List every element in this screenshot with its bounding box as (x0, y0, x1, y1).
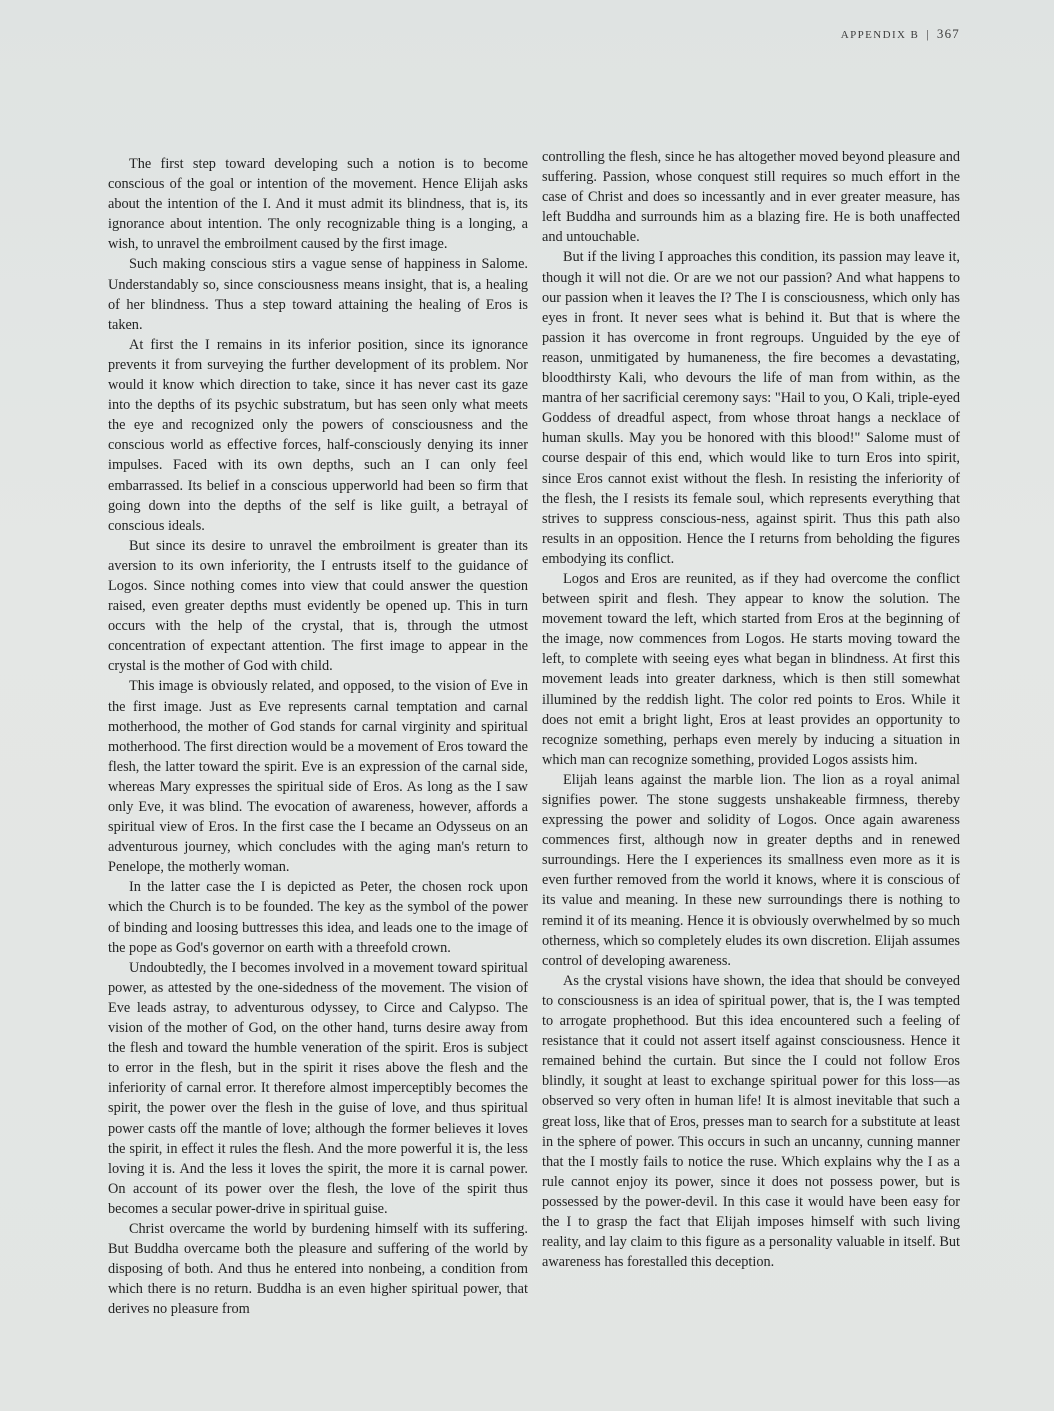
paragraph: Such making conscious stirs a vague sense of happiness in Salome. Understandably so, since consciousness means insight, that is, a healing of her blindness. Thus a step toward attaining the healing of Eros is taken. (108, 256, 528, 333)
paragraph: Undoubtedly, the I becomes involved in a movement toward spiritual power, as attested by the one-sidedness of the movement. The vision of Eve leads astray, to adventurous odyssey, to Circe and Calypso. The vision of the mother of God, on the other hand, turns desire away from the flesh and toward the humble veneration of the spirit. Eros is subject to error in the flesh, but in the spirit it rises above the flesh and the inferiority of carnal error. It therefore almost imperceptibly becomes the spirit, the power over the flesh in the guise of love, and thus spiritual power casts off the mantle of love; although the former believes it loves the spirit, in effect it rules the flesh. And the more powerful it is, the less loving it is. And the less it loves the spirit, the more it is carnal power. On account of its power over the flesh, the love of the spirit thus becomes a secular power-drive in spiritual guise. (108, 959, 528, 1217)
running-head-separator: | (926, 27, 930, 41)
running-head-section: APPENDIX B (840, 29, 920, 41)
right-column (542, 147, 960, 1272)
paragraph: Christ overcame the world by burdening himself with its suffering. But Buddha overcame both the pleasure and suffering of the world by disposing of both. And thus he entered into nonbeing, a condition from which there is no return. Buddha is an even higher spiritual power, that derives no pleasure from (108, 1220, 528, 1318)
page-number: 367 (936, 26, 960, 41)
paragraph: As the crystal visions have shown, the idea that should be conveyed to consciousness is an idea of spiritual power, that is, the I was tempted to arrogate prophethood. But this idea encountered such a feeling of resistance that it could not assert itself against consciousness. Hence it remained behind the curtain. But since the I could not follow Eros blindly, it sought at least to exchange spiritual power for this loss—as observed so very often in human life! It is almost inevitable that such a great loss, like that of Eros, presses man to search for a substitute at least in the sphere of power. This occurs in such an uncanny, cunning manner that the I mostly fails to notice the ruse. Which explains why the I as a rule cannot enjoy its power, since it does not possess power, but is possessed by the power-devil. In this case it would have been easy for the I to grasp the fact that Elijah imposes himself with such living reality, and lay claim to this figure as a personality valuable in itself. But awareness has forestalled this deception. (542, 972, 960, 1271)
paragraph: But since its desire to unravel the embroilment is greater than its aversion to its own inferiority, the I entrusts itself to the guidance of Logos. Since nothing comes into view that could answer the question raised, even greater depths must evidently be opened up. This in turn occurs with the help of the crystal, that is, through the utmost concentration of expectant attention. The first image to appear in the crystal is the mother of God with child. (108, 537, 528, 675)
paragraph: The first step toward developing such a notion is to become conscious of the goal or intention of the movement. Hence Elijah asks about the intention of the I. And it must admit its blindness, that is, its ignorance about intention. The only recognizable thing is a longing, a wish, to unravel the embroilment caused by the first image. (108, 156, 528, 253)
paragraph: This image is obviously related, and opposed, to the vision of Eve in the first image. Just as Eve represents carnal temptation and carnal motherhood, the mother of God stands for carnal virginity and spiritual motherhood. The first direction would be a movement of Eros toward the flesh, the latter toward the spirit. Eve is an expression of the carnal side, whereas Mary expresses the spiritual side of Eros. As long as the I saw only Eve, it was blind. The evocation of awareness, however, affords a spiritual view of Eros. In the first case the I became an Odysseus on an adventurous journey, which concludes with the aging man's return to Penelope, the motherly woman. (108, 678, 528, 876)
paragraph: But if the living I approaches this condition, its passion may leave it, though it will not die. Or are we not our passion? And what happens to our passion when it leaves the I? The I is consciousness, which only has eyes in front. It never sees what is behind it. But that is where the passion it has overcome in front regroups. Unguided by the eye of reason, unmitigated by humaneness, the fire becomes a devastating, bloodthirsty Kali, who devours the life of man from within, as the mantra of her sacrificial ceremony says: "Hail to you, O Kali, triple-eyed Goddess of dreadful aspect, from whose throat hangs a necklace of human skulls. May you be honored with this blood!" Salome must of course despair of this end, which would like to turn Eros into spirit, since Eros cannot exist without the flesh. In resisting the inferiority of the flesh, the I resists its female soul, which represents everything that strives to suppress conscious-ness, against spirit. Thus this path also results in an opposition. Hence the I returns from beholding the figures embodying its conflict. (542, 249, 960, 567)
continued-paragraph: controlling the flesh, since he has altogether moved beyond pleasure and suffering. Passion, whose conquest still requires so much effort in the case of Christ and does so incessantly and in ever greater measure, has left Buddha and surrounds him as a blazing fire. He is both unaffected and untouchable. (542, 149, 960, 246)
paragraph: At first the I remains in its inferior position, since its ignorance prevents it from surveying the further development of its problem. Nor would it know which direction to take, since it has never cast its gaze into the depths of its psychic substratum, but has seen only what meets the eye and recognized only the powers of consciousness and the conscious world as effective forces, half-consciously denying its inner impulses. Faced with its own depths, such an I can only feel embarrassed. Its belief in a conscious upperworld had been so firm that going down into the depths of the self is like guilt, a betrayal of conscious ideals. (108, 336, 528, 534)
running-head (841, 26, 960, 42)
paragraph: In the latter case the I is depicted as Peter, the chosen rock upon which the Church is to be founded. The key as the symbol of the power of binding and loosing buttresses this idea, and leads one to the image of the pope as God's governor on earth with a threefold crown. (108, 879, 528, 956)
paragraph: Logos and Eros are reunited, as if they had overcome the conflict between spirit and flesh. They appear to know the solution. The movement toward the left, which started from Eros at the beginning of the image, now commences from Logos. He starts moving toward the left, to complete with seeing eyes what began in blindness. At first this movement leads into greater darkness, which is then still somewhat illumined by the reddish light. The color red points to Eros. While it does not emit a bright light, Eros at least provides an opportunity to recognize something, perhaps even merely by inducing a situation in which man can recognize something, provided Logos assists him. (542, 570, 960, 768)
left-column (108, 154, 528, 1319)
paragraph: Elijah leans against the marble lion. The lion as a royal animal signifies power. The stone suggests unshakeable firmness, thereby expressing the power and solidity of Logos. Once again awareness commences first, although now in greater depths and in renewed surroundings. Here the I experiences its smallness even more as it is even further removed from the world it knows, where it is conscious of its value and meaning. In these new surroundings there is nothing to remind it of its meaning. Hence it is obviously overwhelmed by so much otherness, which so completely eludes its own discretion. Elijah assumes control of developing awareness. (542, 771, 960, 969)
